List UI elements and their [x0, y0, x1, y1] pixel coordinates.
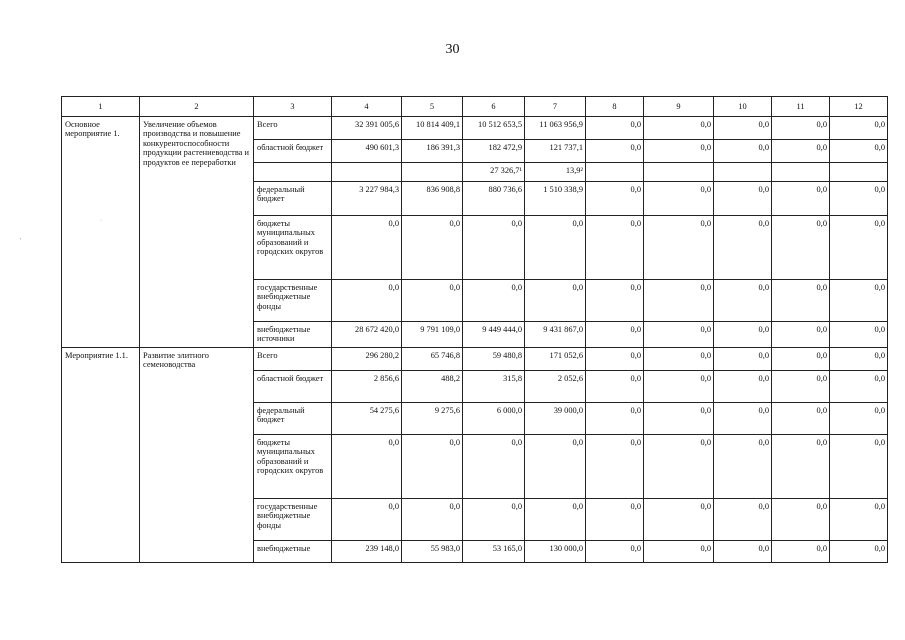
value-cell: 836 908,8: [402, 182, 463, 216]
funding-source-cell: Всего: [254, 348, 332, 371]
value-cell: 0,0: [772, 403, 830, 435]
value-cell: 28 672 420,0: [332, 322, 402, 348]
funding-source-cell: внебюджетные источники: [254, 322, 332, 348]
value-cell: 9 449 444,0: [463, 322, 525, 348]
value-cell: 0,0: [525, 435, 586, 499]
funding-source-cell: Всего: [254, 117, 332, 140]
value-cell: 0,0: [586, 348, 644, 371]
value-cell: 0,0: [830, 541, 888, 563]
value-cell: 296 280,2: [332, 348, 402, 371]
value-cell: 488,2: [402, 371, 463, 403]
value-cell: 0,0: [332, 216, 402, 280]
value-cell: 0,0: [402, 216, 463, 280]
value-cell: 186 391,3: [402, 140, 463, 163]
header-row: [62, 97, 888, 117]
value-cell: 0,0: [714, 182, 772, 216]
value-cell: 0,0: [332, 499, 402, 541]
value-cell: 0,0: [772, 140, 830, 163]
value-cell: 11 063 956,9: [525, 117, 586, 140]
value-cell: 0,0: [772, 371, 830, 403]
value-cell: 0,0: [402, 280, 463, 322]
value-cell: 0,0: [830, 499, 888, 541]
value-cell: 1 510 338,9: [525, 182, 586, 216]
value-cell: 0,0: [714, 541, 772, 563]
value-cell: 0,0: [332, 435, 402, 499]
value-cell: 0,0: [586, 499, 644, 541]
funding-source-cell: [254, 163, 332, 182]
value-cell: 0,0: [463, 435, 525, 499]
value-cell: [332, 163, 402, 182]
event-name-cell: Основное мероприятие 1.: [62, 117, 140, 348]
value-cell: 0,0: [772, 499, 830, 541]
value-cell: 130 000,0: [525, 541, 586, 563]
value-cell: 0,0: [772, 216, 830, 280]
value-cell: 0,0: [772, 182, 830, 216]
value-cell: 0,0: [644, 435, 714, 499]
funding-source-cell: бюджеты муниципальных образований и городских округов: [254, 435, 332, 499]
value-cell: 0,0: [714, 499, 772, 541]
value-cell: 0,0: [772, 348, 830, 371]
value-cell: 0,0: [586, 280, 644, 322]
value-cell: 0,0: [525, 499, 586, 541]
value-cell: 65 746,8: [402, 348, 463, 371]
value-cell: 0,0: [332, 280, 402, 322]
value-cell: 3 227 984,3: [332, 182, 402, 216]
value-cell: 0,0: [714, 322, 772, 348]
value-cell: 0,0: [402, 499, 463, 541]
event-description-cell: Увеличение объемов производства и повышение конкурентоспособности продукции растениеводства и продуктов ее переработки: [140, 117, 254, 348]
value-cell: 0,0: [586, 403, 644, 435]
value-cell: 59 480,8: [463, 348, 525, 371]
value-cell: 0,0: [402, 435, 463, 499]
value-cell: 55 983,0: [402, 541, 463, 563]
value-cell: 0,0: [714, 117, 772, 140]
value-cell: 0,0: [830, 117, 888, 140]
header-cell: 4: [332, 97, 402, 117]
funding-source-cell: государственные внебюджетные фонды: [254, 499, 332, 541]
value-cell: 315,8: [463, 371, 525, 403]
header-cell: 7: [525, 97, 586, 117]
value-cell: 0,0: [463, 499, 525, 541]
header-cell: 3: [254, 97, 332, 117]
value-cell: 0,0: [644, 280, 714, 322]
value-cell: 54 275,6: [332, 403, 402, 435]
value-cell: [402, 163, 463, 182]
value-cell: 0,0: [714, 403, 772, 435]
value-cell: 0,0: [644, 541, 714, 563]
value-cell: 32 391 005,6: [332, 117, 402, 140]
header-cell: 10: [714, 97, 772, 117]
value-cell: 0,0: [586, 435, 644, 499]
funding-source-cell: бюджеты муниципальных образований и городских округов: [254, 216, 332, 280]
event-description-cell: Развитие элитного семеноводства: [140, 348, 254, 563]
value-cell: 0,0: [830, 322, 888, 348]
value-cell: 2 052,6: [525, 371, 586, 403]
header-cell: 12: [830, 97, 888, 117]
value-cell: [586, 163, 644, 182]
value-cell: 0,0: [830, 348, 888, 371]
value-cell: 239 148,0: [332, 541, 402, 563]
value-cell: 9 791 109,0: [402, 322, 463, 348]
value-cell: 0,0: [644, 182, 714, 216]
value-cell: 39 000,0: [525, 403, 586, 435]
event-name-cell: Мероприятие 1.1.: [62, 348, 140, 563]
value-cell: 0,0: [714, 140, 772, 163]
value-cell: 0,0: [463, 216, 525, 280]
value-cell: 0,0: [586, 140, 644, 163]
value-cell: 0,0: [525, 216, 586, 280]
value-cell: 10 814 409,1: [402, 117, 463, 140]
funding-source-cell: областной бюджет: [254, 371, 332, 403]
value-cell: 0,0: [644, 322, 714, 348]
header-cell: 6: [463, 97, 525, 117]
table-row: [62, 117, 888, 140]
value-cell: 0,0: [586, 216, 644, 280]
value-cell: 2 856,6: [332, 371, 402, 403]
value-cell: 171 052,6: [525, 348, 586, 371]
header-cell: 9: [644, 97, 714, 117]
value-cell: [772, 163, 830, 182]
budget-table: [61, 96, 888, 563]
value-cell: 0,0: [644, 140, 714, 163]
header-cell: 5: [402, 97, 463, 117]
value-cell: 0,0: [463, 280, 525, 322]
value-cell: 9 275,6: [402, 403, 463, 435]
value-cell: 0,0: [644, 403, 714, 435]
value-cell: 0,0: [586, 117, 644, 140]
funding-source-cell: федеральный бюджет: [254, 182, 332, 216]
value-cell: 10 512 653,5: [463, 117, 525, 140]
value-cell: 0,0: [644, 348, 714, 371]
value-cell: 0,0: [830, 371, 888, 403]
value-cell: 0,0: [772, 280, 830, 322]
value-cell: 0,0: [644, 117, 714, 140]
value-cell: 0,0: [644, 216, 714, 280]
header-cell: 1: [62, 97, 140, 117]
value-cell: 182 472,9: [463, 140, 525, 163]
value-cell: 53 165,0: [463, 541, 525, 563]
value-cell: [714, 163, 772, 182]
value-cell: 0,0: [586, 322, 644, 348]
value-cell: 0,0: [714, 348, 772, 371]
value-cell: 0,0: [830, 403, 888, 435]
value-cell: 0,0: [586, 371, 644, 403]
page-number: 30: [445, 42, 460, 57]
value-cell: 0,0: [644, 371, 714, 403]
value-cell: 121 737,1: [525, 140, 586, 163]
funding-source-cell: внебюджетные: [254, 541, 332, 563]
value-cell: 0,0: [714, 371, 772, 403]
value-cell: 0,0: [714, 280, 772, 322]
scan-mark: ': [20, 238, 22, 244]
funding-source-cell: областной бюджет: [254, 140, 332, 163]
value-cell: 6 000,0: [463, 403, 525, 435]
value-cell: 0,0: [830, 216, 888, 280]
value-cell: 0,0: [586, 182, 644, 216]
value-cell: 0,0: [644, 499, 714, 541]
value-cell: 0,0: [830, 280, 888, 322]
value-cell: 9 431 867,0: [525, 322, 586, 348]
value-cell: 880 736,6: [463, 182, 525, 216]
value-cell: [644, 163, 714, 182]
value-cell: 0,0: [714, 435, 772, 499]
header-cell: 8: [586, 97, 644, 117]
header-cell: 11: [772, 97, 830, 117]
value-cell: 0,0: [772, 435, 830, 499]
table-row: [62, 348, 888, 371]
value-cell: [830, 163, 888, 182]
funding-source-cell: федеральный бюджет: [254, 403, 332, 435]
value-cell: 13,9²: [525, 163, 586, 182]
value-cell: 0,0: [830, 182, 888, 216]
funding-source-cell: государственные внебюджетные фонды: [254, 280, 332, 322]
header-cell: 2: [140, 97, 254, 117]
value-cell: 0,0: [772, 117, 830, 140]
value-cell: 0,0: [772, 322, 830, 348]
value-cell: 0,0: [586, 541, 644, 563]
value-cell: 0,0: [830, 435, 888, 499]
value-cell: 27 326,7¹: [463, 163, 525, 182]
value-cell: 0,0: [525, 280, 586, 322]
value-cell: 0,0: [830, 140, 888, 163]
value-cell: 0,0: [714, 216, 772, 280]
scan-mark: ·: [100, 218, 102, 224]
value-cell: 0,0: [772, 541, 830, 563]
table-body: [62, 97, 888, 563]
value-cell: 490 601,3: [332, 140, 402, 163]
